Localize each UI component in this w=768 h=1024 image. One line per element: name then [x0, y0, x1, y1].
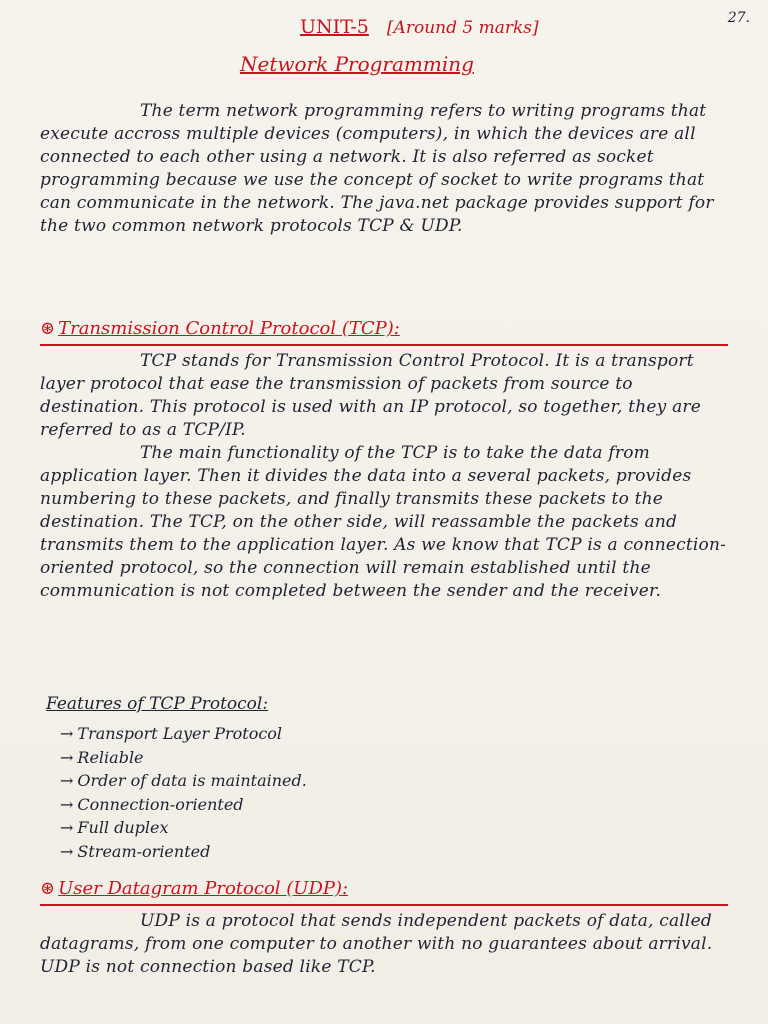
star-bullet-icon: ⊛: [40, 318, 56, 339]
unit-label: UNIT-5: [300, 16, 369, 38]
arrow-icon: →: [60, 724, 74, 743]
arrow-icon: →: [60, 818, 74, 837]
list-item: → Order of data is maintained.: [60, 771, 307, 790]
tcp-paragraph-2: The main functionality of the TCP is to take the data from application layer. Then it divides the data into a several packets, provides numbering to these packets, and finally transmits these packets to the destination. The TCP, on the other side, will reassamble the packets and transmits them to the application layer. As we know that TCP is a connection-oriented protocol, so the connection will remain established until the communication is not completed between the sender and the receiver.: [40, 443, 727, 601]
tcp-divider: [40, 344, 728, 346]
arrow-icon: →: [60, 771, 74, 790]
page-title: Network Programming: [240, 52, 474, 76]
list-item: → Transport Layer Protocol: [60, 724, 283, 743]
tcp-heading: [40, 318, 400, 339]
intro-paragraph: The term network programming refers to writing programs that execute accross multiple devices (computers), in which the devices are all connected to each other using a network. It is also referred as socket programming because we use the concept of socket to write programs that can communicate in the network. The java.net package provides support for the two common network protocols TCP & UDP.: [40, 101, 714, 236]
tcp-heading-text: Transmission Control Protocol (TCP):: [58, 318, 400, 339]
arrow-icon: →: [60, 794, 74, 814]
tcp-section: [40, 350, 730, 603]
page-number: 27.: [727, 10, 750, 26]
arrow-icon: →: [60, 841, 74, 861]
list-item: → Stream-oriented: [60, 841, 211, 861]
marks-label: [Around 5 marks]: [386, 18, 539, 38]
tcp-features-title: Features of TCP Protocol:: [46, 694, 269, 714]
list-item: → Full duplex: [60, 818, 169, 837]
star-bullet-icon: ⊛: [40, 878, 56, 899]
list-item: → Connection-oriented: [60, 794, 244, 814]
udp-heading-text: User Datagram Protocol (UDP):: [58, 878, 349, 899]
udp-section: [40, 910, 730, 979]
arrow-icon: →: [60, 747, 74, 767]
udp-heading: [40, 878, 348, 899]
unit-heading: [300, 16, 539, 38]
list-item: → Reliable: [60, 747, 144, 767]
tcp-paragraph-1: TCP stands for Transmission Control Protocol. It is a transport layer protocol that ease the transmission of packets from source to destination. This protocol is used with an IP protocol, so together, they are referred to as a TCP/IP.: [40, 351, 702, 440]
udp-divider: [40, 904, 728, 906]
udp-paragraph: UDP is a protocol that sends independent packets of data, called datagrams, from one computer to another with no guarantees about arrival. UDP is not connection based like TCP.: [40, 911, 713, 977]
tcp-feature-list: [60, 722, 307, 863]
intro-section: [40, 100, 730, 238]
